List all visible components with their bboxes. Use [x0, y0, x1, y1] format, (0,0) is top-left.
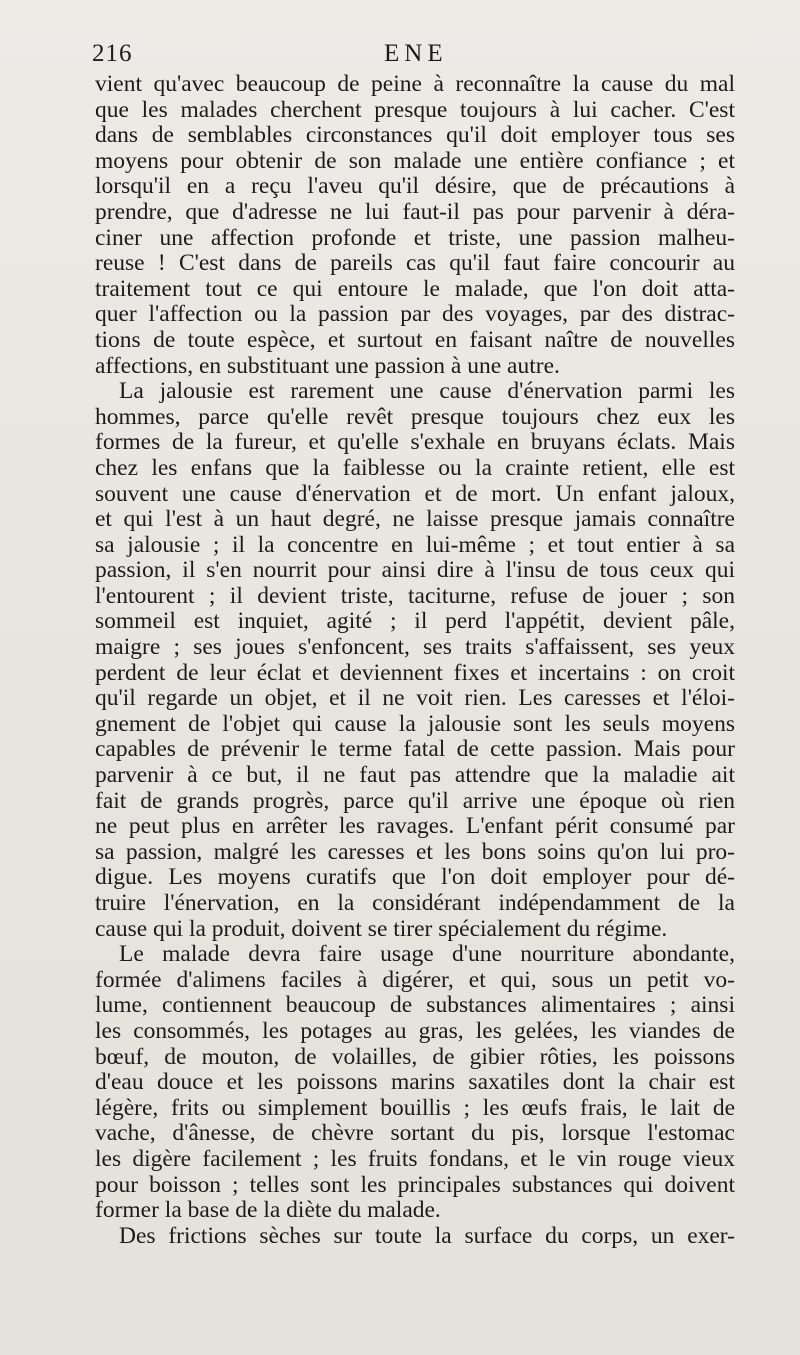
- text-line: légère, frits ou simplement bouillis ; les œufs frais, le lait de: [95, 1094, 735, 1121]
- text-line: quer l'affection ou la passion par des voyages, par des distrac-: [95, 301, 735, 328]
- text-line: formée d'alimens faciles à digérer, et qui, sous un petit vo-: [95, 966, 735, 993]
- text-line: que les malades cherchent presque toujours à lui cacher. C'est: [95, 96, 735, 123]
- text-line: ciner une affection profonde et triste, une passion malheu-: [95, 224, 735, 251]
- text-line: maigre ; ses joues s'enfoncent, ses traits s'affaissent, ses yeux: [95, 634, 735, 661]
- text-line: perdent de leur éclat et deviennent fixes et incertains : on croit: [95, 659, 735, 686]
- text-line: souvent une cause d'énervation et de mort. Un enfant jaloux,: [95, 480, 735, 507]
- text-line: prendre, que d'adresse ne lui faut-il pas pour parvenir à déra-: [95, 198, 735, 225]
- text-line: vache, d'ânesse, de chèvre sortant du pis, lorsque l'estomac: [95, 1120, 735, 1147]
- text-line: bœuf, de mouton, de volailles, de gibier rôties, les poissons: [95, 1043, 735, 1070]
- text-line: Des frictions sèches sur toute la surface du corps, un exer-: [119, 1222, 735, 1249]
- text-line: les consommés, les potages au gras, les gelées, les viandes de: [95, 1017, 735, 1044]
- text-line: digue. Les moyens curatifs que l'on doit employer pour dé-: [95, 864, 735, 891]
- text-line: parvenir à ce but, il ne faut pas attendre que la maladie ait: [95, 762, 735, 789]
- text-line: ne peut plus en arrêter les ravages. L'enfant périt consumé par: [95, 813, 735, 840]
- text-line: sa passion, malgré les caresses et les bons soins qu'on lui pro-: [95, 838, 735, 865]
- text-line: sommeil est inquiet, agité ; il perd l'appétit, devient pâle,: [95, 608, 735, 635]
- text-line: chez les enfans que la faiblesse ou la crainte retient, elle est: [95, 454, 735, 481]
- text-line: et qui l'est à un haut degré, ne laisse presque jamais connaître: [95, 506, 735, 533]
- paragraph: [95, 1224, 735, 1250]
- text-line: lorsqu'il en a reçu l'aveu qu'il désire, que de précautions à: [95, 173, 735, 200]
- text-line: tions de toute espèce, et surtout en faisant naître de nouvelles: [95, 326, 735, 353]
- text-line: former la base de la diète du malade.: [95, 1197, 441, 1224]
- body-text: [95, 72, 735, 1249]
- text-line: truire l'énervation, en la considérant indépendamment de la: [95, 890, 735, 916]
- text-line: qu'il regarde un objet, et il ne voit rien. Les caresses et l'éloi-: [95, 685, 735, 712]
- text-line: d'eau douce et les poissons marins saxatiles dont la chair est: [95, 1069, 735, 1096]
- paragraph: [95, 379, 735, 942]
- text-line: cause qui la produit, doivent se tirer spécialement du régime.: [95, 915, 668, 942]
- page-number: 216: [92, 40, 133, 67]
- text-line: dans de semblables circonstances qu'il doit employer tous ses: [95, 122, 735, 149]
- text-line: formes de la fureur, et qu'elle s'exhale en bruyans éclats. Mais: [95, 429, 735, 456]
- running-head: [92, 40, 732, 72]
- text-line: passion, il s'en nourrit pour ainsi dire à l'insu de tous ceux qui: [95, 557, 735, 584]
- text-line: les digère facilement ; les fruits fondans, et le vin rouge vieux: [95, 1145, 735, 1172]
- text-line: Le malade devra faire usage d'une nourriture abondante,: [119, 941, 735, 968]
- text-line: gnement de l'objet qui cause la jalousie sont les seuls moyens: [95, 710, 735, 737]
- text-line: sa jalousie ; il la concentre en lui-même ; et tout entier à sa: [95, 531, 735, 558]
- text-line: fait de grands progrès, parce qu'il arrive une époque où rien: [95, 787, 735, 814]
- running-title: ENE: [384, 40, 448, 67]
- text-line: affections, en substituant une passion à une autre.: [95, 352, 560, 379]
- text-line: traitement tout ce qui entoure le malade, que l'on doit atta-: [95, 275, 735, 302]
- paragraph: [95, 72, 735, 379]
- text-line: lume, contiennent beaucoup de substances alimentaires ; ainsi: [95, 992, 735, 1019]
- text-line: La jalousie est rarement une cause d'énervation parmi les: [119, 378, 735, 405]
- text-line: l'entourent ; il devient triste, taciturne, refuse de jouer ; son: [95, 582, 735, 609]
- text-line: moyens pour obtenir de son malade une entière confiance ; et: [95, 147, 735, 174]
- text-line: hommes, parce qu'elle revêt presque toujours chez eux les: [95, 403, 735, 430]
- text-line: capables de prévenir le terme fatal de cette passion. Mais pour: [95, 736, 735, 763]
- text-line: reuse ! C'est dans de pareils cas qu'il faut faire concourir au: [95, 250, 735, 277]
- paragraph: [95, 942, 735, 1224]
- text-line: vient qu'avec beaucoup de peine à reconnaître la cause du mal: [95, 71, 735, 97]
- text-line: pour boisson ; telles sont les principales substances qui doivent: [95, 1171, 735, 1198]
